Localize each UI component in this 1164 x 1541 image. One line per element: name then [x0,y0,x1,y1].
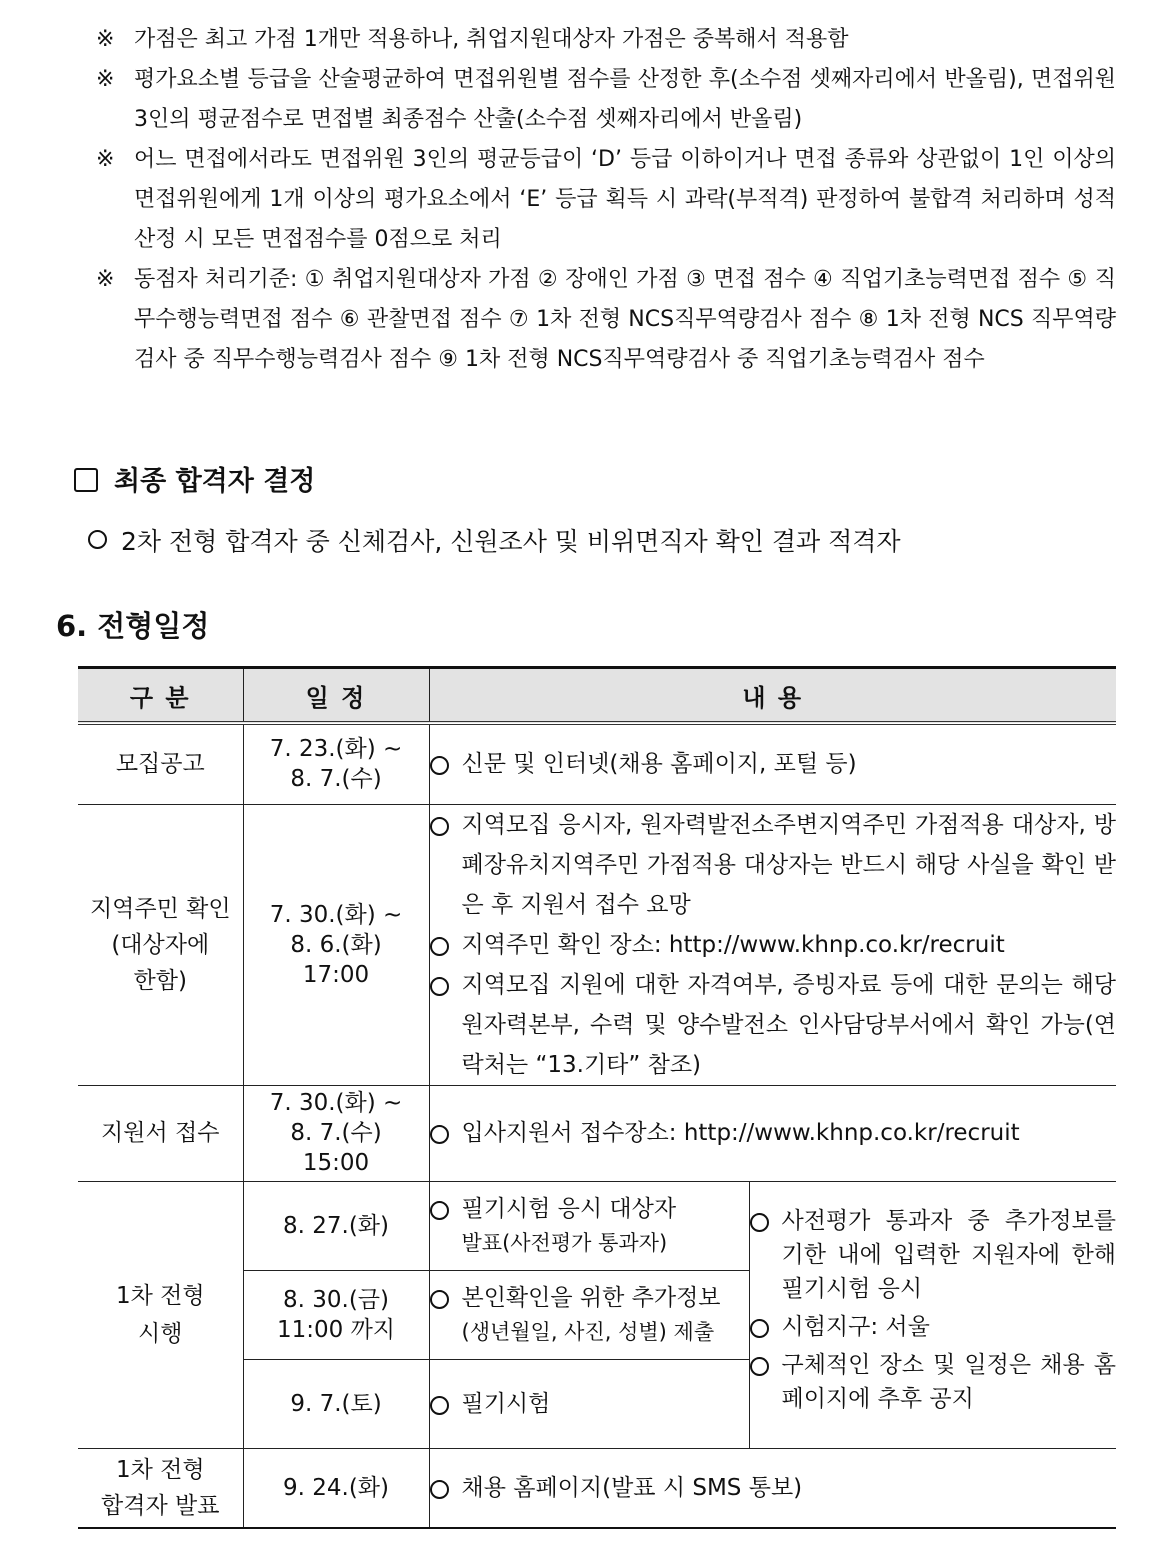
list-item: 사전평가 통과자 중 추가정보를 기한 내에 입력한 지원자에 한해 필기시험 응시 [750,1204,1117,1306]
final-pass-heading [74,462,315,502]
list-item: 본인확인을 위한 추가정보 (생년월일, 사진, 성별) 제출 [430,1281,749,1349]
row-date: 7. 30.(화) ~ 8. 7.(수) 15:00 [243,1085,429,1181]
circle-bullet-icon [430,1290,449,1309]
list-item: 신문 및 인터넷(채용 홈페이지, 포털 등) [430,744,1117,784]
circle-bullet-icon [430,977,449,996]
note-text: 평가요소별 등급을 산술평균하여 면접위원별 점수를 산정한 후(소수점 셋째자리에서 반올림), 면접위원 3인의 평균점수로 면접별 최종점수 산출(소수점 셋째자리에서 반올림) [134,67,1116,132]
final-pass-item [88,522,901,562]
circle-bullet-icon [430,937,449,956]
header-content: 내 용 [429,668,1116,724]
note-item [96,260,1116,380]
row-category: 1차 전형 시행 [78,1181,243,1448]
reference-mark: ※ [96,27,115,52]
row-category: 모집공고 [78,723,243,804]
row-date: 9. 24.(화) [243,1448,429,1528]
note-text: 가점은 최고 가점 1개만 적용하나, 취업지원대상자 가점은 중복해서 적용함 [134,27,849,52]
circle-bullet-icon [430,1125,449,1144]
row-category: 지원서 접수 [78,1085,243,1181]
table-row [78,1181,1116,1270]
circle-bullet-icon [88,530,107,549]
row-content [429,723,1116,804]
notes-list [0,20,1164,380]
circle-bullet-icon [430,756,449,775]
note-item [96,60,1116,140]
row-category: 1차 전형 합격자 발표 [78,1448,243,1528]
list-item: 지역모집 지원에 대한 자격여부, 증빙자료 등에 대한 문의는 해당 원자력본부, 수력 및 양수발전소 인사담당부서에서 확인 가능(연락처는 “13.기타” 참조) [430,965,1117,1085]
circle-bullet-icon [750,1213,769,1232]
final-pass-title: 최종 합격자 결정 [114,466,316,497]
final-pass-text: 2차 전형 합격자 중 신체검사, 신원조사 및 비위면직자 확인 결과 적격자 [121,527,901,556]
circle-bullet-icon [430,1480,449,1499]
row-date: 7. 30.(화) ~ 8. 6.(화) 17:00 [243,804,429,1085]
table-row [78,723,1116,804]
reference-mark: ※ [96,267,115,292]
row-content [429,1181,749,1270]
reference-mark: ※ [96,147,115,172]
list-item: 지역주민 확인 장소: http://www.khnp.co.kr/recruit [430,925,1117,965]
row-content [429,1085,1116,1181]
circle-bullet-icon [750,1319,769,1338]
list-item: 필기시험 [430,1384,749,1424]
circle-bullet-icon [430,1201,449,1220]
note-text: 동점자 처리기준: ① 취업지원대상자 가점 ② 장애인 가점 ③ 면접 점수 ④ 직업기초능력면접 점수 ⑤ 직무수행능력면접 점수 ⑥ 관찰면접 점수 ⑦ 1차 전형 NCS직무역량검사 점수 ⑧ 1차 전형 NCS 직무역량검사 중 직무수행능력검사 점수 ⑨ 1차 전형 NCS직무역량검사 중 직업기초능력검사 점수 [134,267,1116,372]
row-date: 7. 23.(화) ~ 8. 7.(수) [243,723,429,804]
header-category: 구 분 [78,668,243,724]
table-row [78,1448,1116,1528]
row-date: 9. 7.(토) [243,1359,429,1448]
header-date: 일 정 [243,668,429,724]
note-item [96,20,1116,60]
row-date: 8. 27.(화) [243,1181,429,1270]
schedule-title: 6. 전형일정 [56,609,210,643]
list-item: 필기시험 응시 대상자 발표(사전평가 통과자) [430,1192,749,1260]
note-item [96,140,1116,260]
row-content [429,1448,1116,1528]
row-date: 8. 30.(금) 11:00 까지 [243,1270,429,1359]
list-item: 시험지구: 서울 [750,1310,1117,1344]
row-content [429,1270,749,1359]
row-notes [749,1181,1116,1448]
circle-bullet-icon [430,1396,449,1415]
square-bullet-icon [74,468,98,492]
reference-mark: ※ [96,67,115,92]
list-item: 지역모집 응시자, 원자력발전소주변지역주민 가점적용 대상자, 방폐장유치지역주민 가점적용 대상자는 반드시 해당 사실을 확인 받은 후 지원서 접수 요망 [430,805,1117,925]
schedule-table [78,666,1116,1529]
row-category: 지역주민 확인 (대상자에 한함) [78,804,243,1085]
circle-bullet-icon [430,817,449,836]
note-text: 어느 면접에서라도 면접위원 3인의 평균등급이 ‘D’ 등급 이하이거나 면접 종류와 상관없이 1인 이상의 면접위원에게 1개 이상의 평가요소에서 ‘E’ 등급 획득 시 과락(부적격) 판정하여 불합격 처리하며 성적산정 시 모든 면접점수를 0점으로 처리 [134,147,1116,252]
table-header-row [78,668,1116,724]
row-content [429,1359,749,1448]
circle-bullet-icon [750,1357,769,1376]
table-row [78,804,1116,1085]
list-item: 채용 홈페이지(발표 시 SMS 통보) [430,1468,1117,1508]
list-item: 입사지원서 접수장소: http://www.khnp.co.kr/recruit [430,1113,1117,1153]
list-item: 구체적인 장소 및 일정은 채용 홈페이지에 추후 공지 [750,1348,1117,1416]
table-row [78,1085,1116,1181]
row-content [429,804,1116,1085]
